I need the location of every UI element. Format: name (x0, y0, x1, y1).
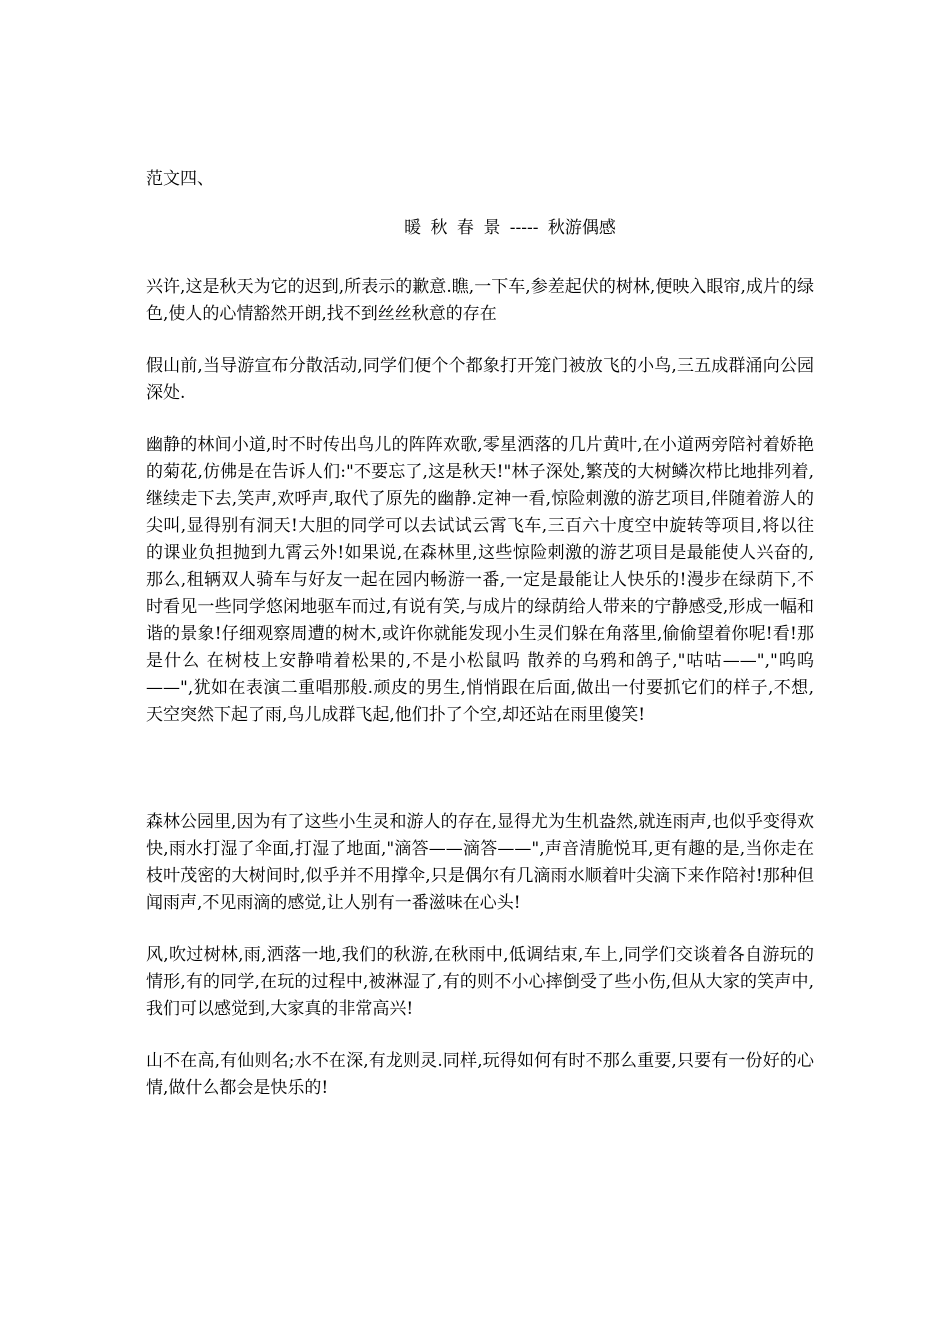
paragraph-5: 风,吹过树林,雨,洒落一地,我们的秋游,在秋雨中,低调结束,车上,同学们交谈着各自游玩的情形,有的同学,在玩的过程中,被淋湿了,有的则不小心摔倒受了些小伤,但从大家的笑声中,我们可以感觉到,大家真的非常高兴! (146, 945, 814, 1019)
section-heading: 范文四、 (146, 169, 214, 189)
paragraph-4: 森林公园里,因为有了这些小生灵和游人的存在,显得尤为生机盎然,就连雨声,也似乎变得欢快,雨水打湿了伞面,打湿了地面,"滴答——滴答——",声音清脆悦耳,更有趣的是,当你走在枝叶茂密的大树间时,似乎并不用撑伞,只是偶尔有几滴雨水顺着叶尖滴下来作陪衬!那种但闻雨声,不见雨滴的感觉,让人别有一番滋味在心头! (146, 812, 814, 913)
paragraph-2: 假山前,当导游宣布分散活动,同学们便个个都象打开笼门被放飞的小鸟,三五成群涌向公园深处. (146, 356, 814, 403)
paragraph-6: 山不在高,有仙则名;水不在深,有龙则灵.同样,玩得如何有时不那么重要,只要有一份好的心情,做什么都会是快乐的! (146, 1051, 814, 1098)
document-content (146, 165, 814, 1102)
paragraph-3: 幽静的林间小道,时不时传出鸟儿的阵阵欢歌,零星洒落的几片黄叶,在小道两旁陪衬着娇艳的菊花,仿佛是在告诉人们:"不要忘了,这是秋天!"林子深处,繁茂的大树鳞次栉比地排列着,继续走下去,笑声,欢呼声,取代了原先的幽静.定神一看,惊险刺激的游艺项目,伴随着游人的尖叫,显得别有洞天!大胆的同学可以去试试云霄飞车,三百六十度空中旋转等项目,将以往的课业负担抛到九霄云外!如果说,在森林里,这些惊险刺激的游艺项目是最能使人兴奋的,那么,租辆双人骑车与好友一起在园内畅游一番,一定是最能让人快乐的!漫步在绿荫下,不时看见一些同学悠闲地驱车而过,有说有笑,与成片的绿荫给人带来的宁静感受,形成一幅和谐的景象!仔细观察周遭的树木,或许你就能发现小生灵们躲在角落里,偷偷望着你呢!看!那是什么 在树枝上安静啃着松果的,不是小松鼠吗 散养的乌鸦和鸽子,"咕咕——","呜呜——",犹如在表演二重唱那般.顽皮的男生,悄悄跟在后面,做出一付要抓它们的样子,不想,天空突然下起了雨,鸟儿成群飞起,他们扑了个空,却还站在雨里傻笑! (146, 435, 814, 725)
paragraph-1: 兴许,这是秋天为它的迟到,所表示的歉意.瞧,一下车,参差起伏的树林,便映入眼帘,成片的绿色,使人的心情豁然开朗,找不到丝丝秋意的存在 (146, 277, 814, 324)
essay-title: 暖 秋 春 景 ----- 秋游偶感 (404, 218, 616, 238)
